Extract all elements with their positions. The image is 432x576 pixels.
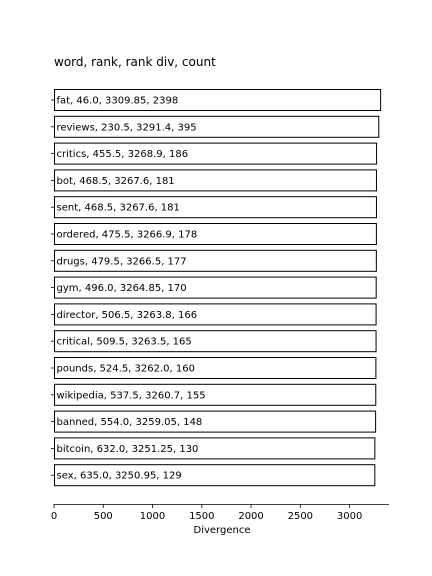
x-axis <box>51 504 389 522</box>
bar-label: critics, 455.5, 3268.9, 186 <box>56 149 189 161</box>
bar-label: ordered, 475.5, 3266.9, 178 <box>56 229 198 241</box>
bar-label: bitcoin, 632.0, 3251.25, 130 <box>56 443 199 455</box>
bar-label: drugs, 479.5, 3266.5, 177 <box>56 256 187 268</box>
bar-group <box>51 411 376 432</box>
x-axis-title: Divergence <box>193 525 251 536</box>
x-tick-label: 1000 <box>139 511 166 522</box>
bar-group <box>51 438 375 459</box>
bar-group <box>51 304 376 325</box>
bar-label: reviews, 230.5, 3291.4, 395 <box>56 122 197 134</box>
bar-group <box>51 116 379 137</box>
bar-label: critical, 509.5, 3263.5, 165 <box>56 336 192 348</box>
x-tick-label: 3000 <box>336 511 363 522</box>
bar-label: gym, 496.0, 3264.85, 170 <box>56 283 187 295</box>
bar-group <box>51 250 376 271</box>
chart-title: word, rank, rank div, count <box>54 55 216 69</box>
bar-label: bot, 468.5, 3267.6, 181 <box>56 175 175 187</box>
x-tick-label: 500 <box>93 511 113 522</box>
x-tick-label: 0 <box>50 511 58 522</box>
x-tick-label: 2500 <box>287 511 314 522</box>
bar-label: director, 506.5, 3263.8, 166 <box>56 309 198 321</box>
bar-label: fat, 46.0, 3309.85, 2398 <box>56 95 179 107</box>
bar-group <box>51 465 375 486</box>
bar-label: banned, 554.0, 3259.05, 148 <box>56 417 203 429</box>
bar-label: wikipedia, 537.5, 3260.7, 155 <box>56 390 206 402</box>
bar-group <box>51 384 376 405</box>
bars-layer <box>51 90 381 486</box>
bar-label: sex, 635.0, 3250.95, 129 <box>56 470 182 482</box>
bar-label: sent, 468.5, 3267.6, 181 <box>56 202 180 214</box>
x-tick-label: 2000 <box>238 511 264 522</box>
bar-group <box>51 331 376 352</box>
bar-group <box>51 224 376 245</box>
bar-group <box>51 143 377 164</box>
bar-group <box>51 358 376 379</box>
bar-group <box>51 197 376 218</box>
bar-group <box>51 90 381 111</box>
bar-group <box>51 170 376 191</box>
bar-label: pounds, 524.5, 3262.0, 160 <box>56 363 195 375</box>
x-tick-label: 1500 <box>189 511 215 522</box>
bar-group <box>51 277 376 298</box>
